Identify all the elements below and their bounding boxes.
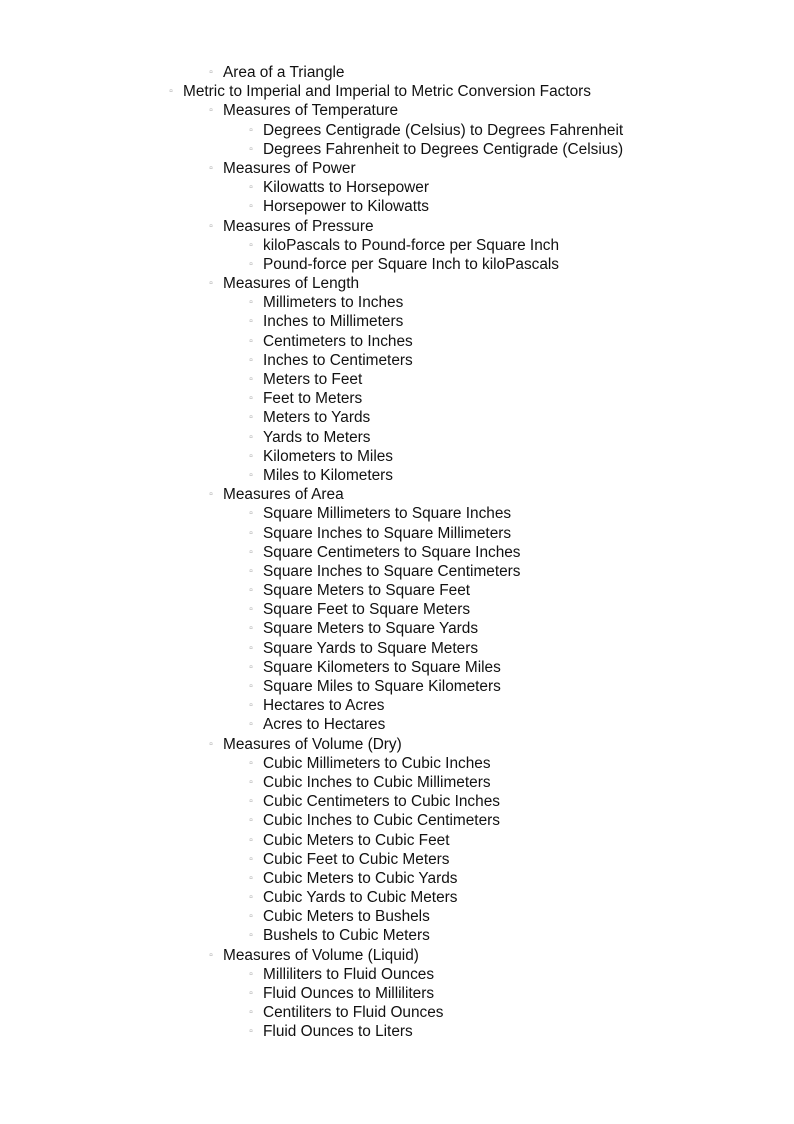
- toc-entry-item: [0, 562, 794, 581]
- toc-entry-item: [0, 121, 794, 140]
- list-bullet-icon: ▫: [249, 546, 253, 558]
- toc-entry-label[interactable]: Measures of Pressure: [223, 217, 374, 235]
- list-bullet-icon: ▫: [209, 105, 213, 117]
- toc-entry-item: [0, 696, 794, 715]
- list-bullet-icon: ▫: [249, 354, 253, 366]
- list-bullet-icon: ▫: [249, 988, 253, 999]
- list-bullet-icon: ▫: [249, 681, 253, 692]
- table-of-contents: [0, 63, 794, 1042]
- toc-entry-item: [0, 984, 794, 1003]
- list-bullet-icon: ▫: [249, 143, 253, 155]
- list-bullet-icon: ▫: [249, 892, 253, 904]
- toc-entry-item: [0, 543, 794, 562]
- toc-entry-label[interactable]: Hectares to Acres: [263, 697, 385, 715]
- list-bullet-icon: ▫: [249, 604, 253, 616]
- toc-entry-item: [0, 389, 794, 408]
- toc-entry-label[interactable]: Acres to Hectares: [263, 716, 386, 734]
- list-bullet-icon: ▫: [249, 297, 253, 309]
- toc-entry-item: [0, 447, 794, 466]
- toc-entry-label[interactable]: Cubic Feet to Cubic Meters: [263, 850, 450, 868]
- toc-entry-item: [0, 831, 794, 850]
- list-bullet-icon: ▫: [249, 815, 253, 827]
- toc-entry-item: [0, 773, 794, 792]
- toc-entry-label[interactable]: kiloPascals to Pound-force per Square Inch: [263, 236, 560, 254]
- toc-entry-label[interactable]: Square Miles to Square Kilometers: [263, 678, 501, 695]
- toc-entry-label[interactable]: Degrees Fahrenheit to Degrees Centigrade (Celsius): [263, 140, 624, 158]
- toc-entry-label[interactable]: Square Meters to Square Yards: [263, 620, 479, 638]
- list-bullet-icon: ▫: [249, 911, 253, 923]
- list-bullet-icon: ▫: [169, 86, 173, 98]
- toc-entry-label[interactable]: Horsepower to Kilowatts: [263, 198, 429, 216]
- toc-entry-item: [0, 351, 794, 370]
- toc-entry-item: [0, 312, 794, 331]
- toc-entry-item: [0, 197, 794, 216]
- list-bullet-icon: ▫: [249, 124, 253, 136]
- toc-entry-item: [0, 754, 794, 773]
- toc-entry-item: [0, 178, 794, 197]
- toc-entry-label[interactable]: Centiliters to Fluid Ounces: [263, 1004, 444, 1022]
- toc-entry-label[interactable]: Fluid Ounces to Milliliters: [263, 985, 435, 1002]
- toc-entry-item: [0, 658, 794, 677]
- toc-entry-label[interactable]: Cubic Meters to Cubic Yards: [263, 869, 458, 887]
- toc-entry-item: [0, 236, 794, 255]
- toc-entry-label[interactable]: Cubic Meters to Cubic Feet: [263, 831, 450, 849]
- list-bullet-icon: ▫: [249, 182, 253, 194]
- toc-entry-label[interactable]: Kilometers to Miles: [263, 447, 394, 465]
- list-bullet-icon: ▫: [209, 220, 213, 232]
- list-bullet-icon: ▫: [249, 623, 253, 635]
- toc-entry-item: [0, 888, 794, 907]
- toc-entry-item: [0, 926, 794, 945]
- list-bullet-icon: ▫: [249, 661, 253, 673]
- toc-entry-label[interactable]: Square Inches to Square Centimeters: [263, 562, 521, 580]
- list-bullet-icon: ▫: [249, 469, 253, 481]
- toc-entry-label[interactable]: Cubic Inches to Cubic Centimeters: [263, 812, 500, 830]
- toc-subsection-item: [0, 101, 794, 120]
- toc-entry-item: [0, 428, 794, 447]
- toc-entry-item: [0, 792, 794, 811]
- toc-entry-label[interactable]: Millimeters to Inches: [263, 294, 404, 312]
- toc-subsection-item: [0, 274, 794, 293]
- toc-entry-item: [0, 255, 794, 274]
- toc-entry-item: [0, 811, 794, 830]
- list-bullet-icon: ▫: [249, 642, 253, 654]
- toc-entry-label[interactable]: Pound-force per Square Inch to kiloPascals: [263, 255, 560, 273]
- list-bullet-icon: ▫: [209, 489, 213, 501]
- toc-entry-label[interactable]: Fluid Ounces to Liters: [263, 1023, 413, 1041]
- toc-entry-item: [0, 293, 794, 312]
- list-bullet-icon: ▫: [249, 930, 253, 942]
- toc-entry-label[interactable]: Measures of Volume (Liquid): [223, 946, 419, 964]
- toc-subsection-item: [0, 485, 794, 504]
- toc-entry-label[interactable]: Square Feet to Square Meters: [263, 601, 471, 619]
- toc-entry-label[interactable]: Inches to Millimeters: [263, 313, 404, 331]
- toc-entry-label[interactable]: Bushels to Cubic Meters: [263, 927, 430, 945]
- list-bullet-icon: ▫: [249, 719, 253, 731]
- toc-entry-item: [0, 715, 794, 734]
- toc-entry-label[interactable]: Square Meters to Square Feet: [263, 582, 471, 600]
- toc-entry-item: [0, 370, 794, 389]
- toc-entry-item: [0, 907, 794, 926]
- toc-entry-label[interactable]: Meters to Feet: [263, 371, 363, 388]
- list-bullet-icon: ▫: [249, 201, 253, 213]
- list-bullet-icon: ▫: [249, 258, 253, 270]
- toc-subsection-item: [0, 63, 794, 82]
- toc-entry-item: [0, 850, 794, 869]
- toc-entry-label[interactable]: Measures of Temperature: [223, 102, 399, 120]
- list-bullet-icon: ▫: [209, 278, 213, 290]
- toc-entry-item: [0, 869, 794, 888]
- toc-subsection-item: [0, 946, 794, 965]
- toc-entry-label[interactable]: Measures of Area: [223, 486, 344, 504]
- list-bullet-icon: ▫: [249, 450, 253, 462]
- list-bullet-icon: ▫: [249, 757, 253, 769]
- toc-entry-item: [0, 1022, 794, 1041]
- list-bullet-icon: ▫: [249, 393, 253, 405]
- toc-entry-label[interactable]: Cubic Inches to Cubic Millimeters: [263, 773, 491, 791]
- list-bullet-icon: ▫: [249, 508, 253, 520]
- list-bullet-icon: ▫: [249, 872, 253, 884]
- toc-entry-label[interactable]: Square Millimeters to Square Inches: [263, 505, 512, 523]
- list-bullet-icon: ▫: [249, 796, 253, 808]
- toc-entry-label[interactable]: Cubic Centimeters to Cubic Inches: [263, 793, 500, 811]
- toc-entry-label[interactable]: Inches to Centimeters: [263, 351, 413, 369]
- list-bullet-icon: ▫: [209, 949, 213, 961]
- toc-entry-label[interactable]: Cubic Yards to Cubic Meters: [263, 889, 458, 907]
- list-bullet-icon: ▫: [249, 585, 253, 597]
- toc-entry-label[interactable]: Meters to Yards: [263, 409, 371, 427]
- toc-entry-label[interactable]: Yards to Meters: [263, 428, 371, 446]
- list-bullet-icon: ▫: [249, 834, 253, 846]
- toc-entry-item: [0, 524, 794, 543]
- toc-entry-item: [0, 639, 794, 658]
- toc-entry-label[interactable]: Metric to Imperial and Imperial to Metric Conversion Factors: [183, 83, 591, 101]
- toc-entry-item: [0, 600, 794, 619]
- list-bullet-icon: ▫: [249, 1007, 253, 1019]
- toc-entry-item: [0, 408, 794, 427]
- toc-entry-item: [0, 965, 794, 984]
- list-bullet-icon: ▫: [249, 335, 253, 347]
- toc-entry-item: [0, 140, 794, 159]
- toc-entry-label[interactable]: Kilowatts to Horsepower: [263, 179, 429, 197]
- toc-entry-label[interactable]: Centimeters to Inches: [263, 332, 413, 350]
- toc-entry-label[interactable]: Square Centimeters to Square Inches: [263, 543, 521, 561]
- toc-entry-label[interactable]: Measures of Length: [223, 275, 360, 293]
- list-bullet-icon: ▫: [249, 565, 253, 577]
- toc-entry-label[interactable]: Milliliters to Fluid Ounces: [263, 965, 435, 983]
- list-bullet-icon: ▫: [249, 853, 253, 865]
- list-bullet-icon: ▫: [249, 527, 253, 539]
- list-bullet-icon: ▫: [249, 374, 253, 385]
- toc-entry-label[interactable]: Feet to Meters: [263, 390, 363, 408]
- toc-entry-label[interactable]: Area of a Triangle: [223, 64, 345, 81]
- toc-entry-item: [0, 332, 794, 351]
- toc-entry-item: [0, 677, 794, 696]
- list-bullet-icon: ▫: [249, 968, 253, 980]
- list-bullet-icon: ▫: [249, 431, 253, 443]
- toc-section-item: [0, 82, 794, 101]
- toc-entry-item: [0, 504, 794, 523]
- toc-entry-label[interactable]: Degrees Centigrade (Celsius) to Degrees Fahrenheit: [263, 121, 624, 139]
- toc-subsection-item: [0, 159, 794, 178]
- toc-entry-item: [0, 466, 794, 485]
- toc-entry-label[interactable]: Measures of Volume (Dry): [223, 735, 402, 753]
- toc-entry-label[interactable]: Square Yards to Square Meters: [263, 639, 479, 657]
- list-bullet-icon: ▫: [249, 700, 253, 712]
- toc-entry-label[interactable]: Cubic Meters to Bushels: [263, 908, 430, 926]
- list-bullet-icon: ▫: [249, 316, 253, 328]
- toc-entry-label[interactable]: Miles to Kilometers: [263, 466, 394, 484]
- toc-entry-item: [0, 581, 794, 600]
- list-bullet-icon: ▫: [249, 1026, 253, 1038]
- list-bullet-icon: ▫: [249, 239, 253, 251]
- list-bullet-icon: ▫: [249, 412, 253, 424]
- toc-entry-label[interactable]: Square Inches to Square Millimeters: [263, 524, 512, 542]
- toc-entry-label[interactable]: Cubic Millimeters to Cubic Inches: [263, 754, 491, 772]
- list-bullet-icon: ▫: [209, 67, 213, 78]
- toc-entry-item: [0, 619, 794, 638]
- list-bullet-icon: ▫: [209, 162, 213, 174]
- toc-subsection-item: [0, 217, 794, 236]
- toc-entry-item: [0, 1003, 794, 1022]
- toc-entry-label[interactable]: Square Kilometers to Square Miles: [263, 658, 501, 676]
- list-bullet-icon: ▫: [249, 776, 253, 788]
- list-bullet-icon: ▫: [209, 738, 213, 750]
- toc-subsection-item: [0, 735, 794, 754]
- toc-entry-label[interactable]: Measures of Power: [223, 159, 356, 177]
